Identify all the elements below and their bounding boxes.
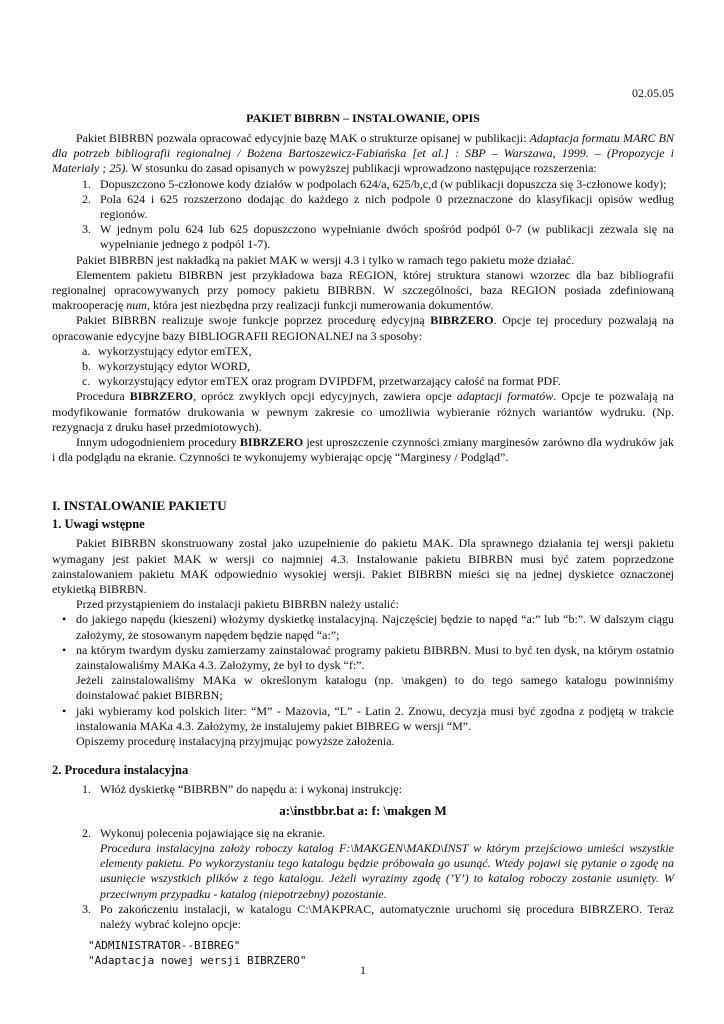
section-heading: I. INSTALOWANIE PAKIETU [52, 498, 227, 513]
section-install [52, 498, 674, 968]
list-item: a. wykorzystujący edytor emTEX, [82, 343, 252, 358]
list-item: c. wykorzystujący edytor emTEX oraz program DVIPDFM, przetwarzający całość na format PDF. [82, 374, 561, 389]
list-item: 3. W jednym polu 624 lub 625 dopuszczono wypełnianie dwóch spośród podpól 0-7 (w publikacji zezwala się na wypełnianie jednego z podpól 1-7). [82, 222, 674, 252]
intro-section [52, 131, 674, 465]
install-command: a:\instbbr.bat a: f: \makgen M [279, 802, 447, 818]
extensions-list [52, 177, 674, 253]
option-2: "Adaptacja nowej wersji BIBRZERO" [88, 954, 307, 968]
list-item: b. wykorzystujący edytor WORD, [82, 359, 251, 374]
intro-paragraph-5: Procedura BIBRZERO, oprócz zwykłych opcji edycyjnych, zawiera opcje adaptacji formatów. Opcje te pozwalają na modyfikowanie formatów drukowania w pewnym zakresie co umożliwia wybieranie różnych wariantów wydruku. (Np. rezygnacja z druku haseł przedmiotowych). [52, 389, 674, 434]
list-item: • na którym twardym dysku zamierzamy zainstalować programy pakietu BIBRBN. Musi to być ten dysk, na którym ostatnio zainstalowaliśmy MAKa 4.3. Założymy, że był to dysk “f:”. Jeżeli zainstalowaliśmy MAKa w określonym katalogu (np. \makgen) to do tego samego katalogu powinniśmy doinstalować pakiet BIBRBN; [62, 642, 674, 703]
list-item: 2. Wykonuj polecenia pojawiające się na ekranie. Procedura instalacyjna założy roboczy katalog F:\MAKGEN\MAKD\INST w którym przejściowo umieści wszystkie elementy pakietu. Po wykorzystaniu tego katalogu będzie próbowała go usunąć. Wtedy pojawi się pytanie o zgodę na usunięcie wszystkich plików z tego katalogu. Jeżeli wyrazimy zgodę (’Y’) to katalog roboczy zostanie usunięty. W przeciwnym przypadku - katalog (niepotrzebny) pozostanie. [82, 825, 674, 901]
intro-paragraph-2: Pakiet BIBRBN jest nakładką na pakiet MAK w wersji 4.3 i tylko w ramach tego pakietu może działać. [76, 252, 575, 267]
list-item: 1. Włóż dyskietkę “BIBRBN” do napędu a: i wykonaj instrukcję: [82, 782, 402, 797]
list-item: • do jakiego napędu (kieszeni) włożymy dyskietkę instalacyjną. Najczęściej będzie to napęd “a:” lub “b:”. W dalszym ciągu założymy, że stosowanym napędem będzie napęd “a:”; [62, 612, 674, 642]
intro-paragraph-3: Elementem pakietu BIBRBN jest przykładowa baza REGION, której struktura stanowi wzorzec dla baz bibliografii regionalnej opracowywanych przy pomocy pakietu BIBRBN. W szczególności, baza REGION posiada zdefiniowaną makrooperację num, która jest niezbędna przy realizacji funkcji numerowania dokumentów. [52, 267, 674, 313]
intro-paragraph-4: Pakiet BIBRBN realizuje swoje funkcje poprzez procedurę edycyjną BIBRZERO. Opcje tej procedury pozwalają na opracowanie edycyjne bazy BIBLIOGRAFII REGIONALNEJ na 3 sposoby: [52, 313, 674, 343]
list-item: • jaki wybieramy kod polskich liter: “M” - Mazovia, “L” - Latin 2. Znowu, decyzja musi być zgodna z podjętą w trakcie instalowania MAKa 4.3. Założymy, że instalujemy pakiet BIBREG w wersji “M”. [62, 703, 674, 733]
assumptions-list [52, 612, 674, 734]
intro-paragraph-1: Pakiet BIBRBN pozwala opracować edycyjnie bazę MAK o strukturze opisanej w publikacji: Adaptacja formatu MARC BN dla potrzeb bibliografii regionalnej / Bożena Bartoszewicz-Fabiańska [et al.] : SBP – Warszawa, 1999. – (Propozycje i Materiały ; 25). W stosunku do zasad opisanych w powyższej publikacji wprowadzono następujące rozszerzenia: [52, 131, 674, 176]
page-number: 1 [360, 963, 366, 977]
notes-paragraph-1: Pakiet BIBRBN skonstruowany został jako uzupełnienie do pakietu MAK. Dla sprawnego działania tej wersji pakietu wymagany jest pakiet MAK w wersji co najmniej 4.3. Instalowanie pakietu BIBRBN musi być zatem poprzedzone zainstalowaniem pakietu MAK odpowiednio wysokiej wersji. Pakiet BIBRBN mieści się na jednej dyskietce oznaczonej etykietką BIBRBN. [52, 536, 674, 597]
ways-list [52, 344, 674, 390]
notes-paragraph-3: Opiszemy procedurę instalacyjną przyjmując powyższe założenia. [76, 734, 395, 749]
install-steps [52, 826, 674, 932]
list-item: 1. Dopuszczono 5-członowe kody działów w podpolach 624/a, 625/b,c,d (w publikacji dopuszcza się 3-członowe kody); [82, 176, 667, 191]
list-item: 2. Pola 624 i 625 rozszerzono dodając do każdego z nich podpole 0 przeznaczone do klasyfikacji opisów według regionów. [82, 191, 674, 222]
install-steps [52, 782, 674, 797]
subsection-heading: 1. Uwagi wstępne [52, 517, 145, 532]
subsection-heading: 2. Procedura instalacyjna [52, 763, 189, 778]
page-title: PAKIET BIBRBN – INSTALOWANIE, OPIS [246, 111, 480, 125]
option-1: "ADMINISTRATOR--BIBREG" [88, 939, 241, 953]
list-item: 3. Po zakończeniu instalacji, w katalogu C:\MAKPRAC, automatycznie uruchomi się procedura BIBRZERO. Teraz należy wybrać kolejno opcje: [82, 901, 674, 932]
intro-paragraph-6: Innym udogodnieniem procedury BIBRZERO jest uproszczenie czynności zmiany marginesów zarówno dla wydruków jak i dla podglądu na ekranie. Czynności te wykonujemy wybierając opcję “Marginesy / Podgląd”. [52, 435, 674, 465]
date: 02.05.05 [632, 86, 674, 100]
notes-paragraph-2: Przed przystąpieniem do instalacji pakietu BIBRBN należy ustalić: [76, 597, 399, 612]
document-page [52, 0, 674, 1024]
